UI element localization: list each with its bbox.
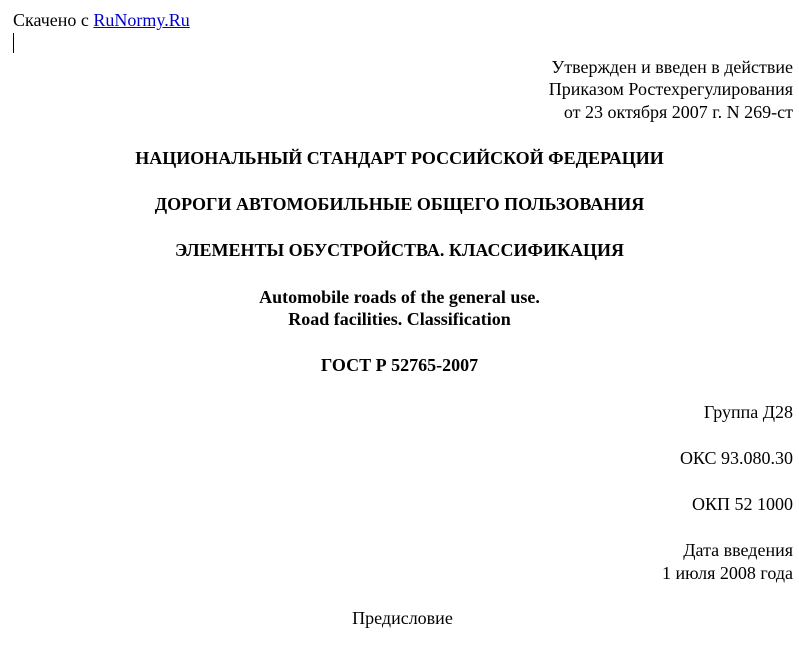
approval-line-1: Утвержден и введен в действие	[551, 57, 793, 77]
foreword-heading: Предисловие	[352, 608, 453, 628]
standard-heading: НАЦИОНАЛЬНЫЙ СТАНДАРТ РОССИЙСКОЙ ФЕДЕРАЦИИ	[135, 148, 664, 168]
okp-code: ОКП 52 1000	[691, 494, 793, 514]
english-title-line-2: Road facilities. Classification	[288, 309, 511, 329]
intro-date-value: 1 июля 2008 года	[662, 563, 793, 583]
approval-line-2: Приказом Ростехрегулирования	[548, 79, 793, 99]
title-line-1: ДОРОГИ АВТОМОБИЛЬНЫЕ ОБЩЕГО ПОЛЬЗОВАНИЯ	[154, 194, 645, 214]
intro-date-label: Дата введения	[683, 540, 793, 560]
download-source-prefix: Скачено с	[13, 10, 94, 30]
group-code: Группа Д28	[703, 402, 793, 422]
oks-code: ОКС 93.080.30	[679, 448, 793, 468]
gost-code: ГОСТ Р 52765-2007	[320, 355, 479, 375]
approval-line-3: от 23 октября 2007 г. N 269-ст	[563, 102, 793, 122]
title-line-2: ЭЛЕМЕНТЫ ОБУСТРОЙСТВА. КЛАССИФИКАЦИЯ	[175, 240, 624, 260]
download-source-line	[13, 9, 190, 31]
text-cursor	[13, 33, 14, 53]
english-title-line-1: Automobile roads of the general use.	[259, 287, 540, 307]
runormy-link[interactable]: RuNormy.Ru	[93, 10, 190, 30]
